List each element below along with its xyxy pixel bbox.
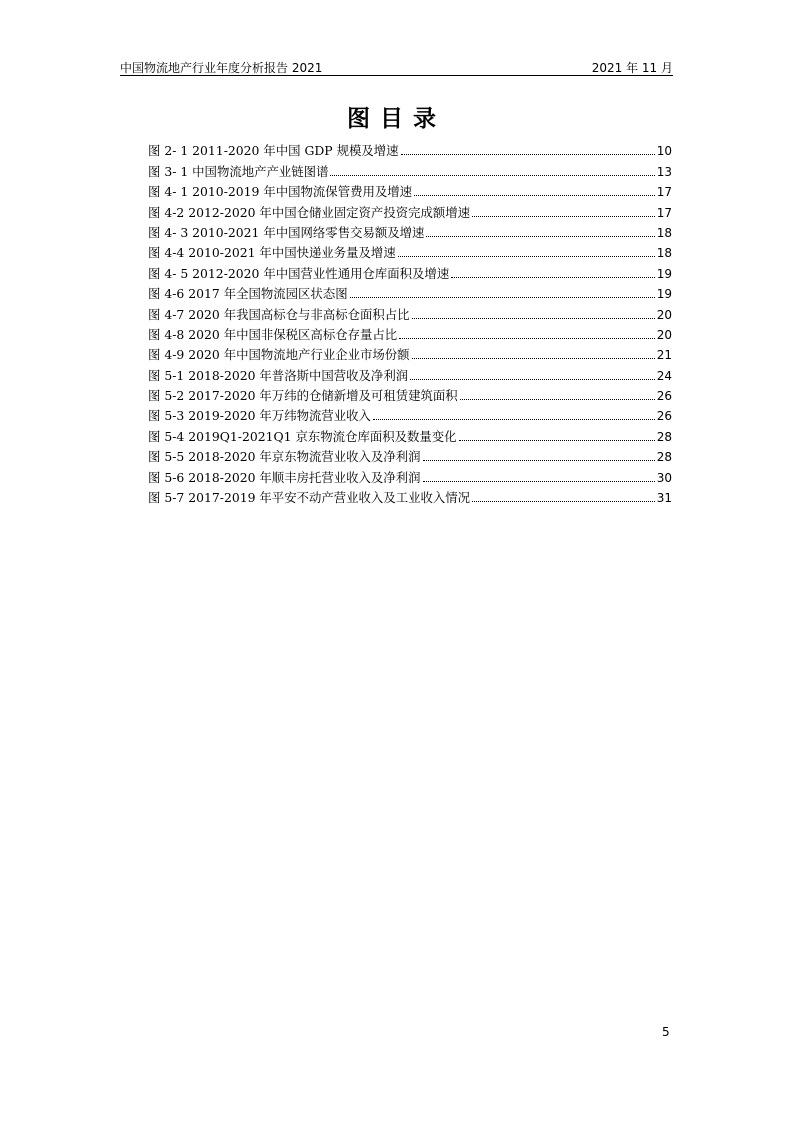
toc-entry-page: 17 [656,205,672,220]
toc-entry[interactable] [148,446,672,466]
toc-leader-dots [412,358,655,359]
toc-leader-dots [330,175,654,176]
toc-entry-page: 18 [656,246,672,261]
toc-entry-label: 图 5-6 2018-2020 年顺丰房托营业收入及净利润 [148,469,421,485]
toc-leader-dots [399,338,655,339]
toc-entry[interactable] [148,242,672,262]
toc-entry-label: 图 4- 5 2012-2020 年中国营业性通用仓库面积及增速 [148,265,450,281]
header-date: 2021 年 11 月 [591,61,673,75]
header-report-title: 中国物流地产行业年度分析报告 2021 [120,61,323,75]
toc-leader-dots [401,154,655,155]
toc-entry-page: 24 [656,368,672,383]
toc-entry[interactable] [148,344,672,364]
toc-leader-dots [412,318,655,319]
toc-leader-dots [460,399,655,400]
toc-entry-label: 图 4- 3 2010-2021 年中国网络零售交易额及增速 [148,224,425,240]
toc-entry-label: 图 5-4 2019Q1-2021Q1 京东物流仓库面积及数量变化 [148,428,457,444]
toc-entry[interactable] [148,324,672,344]
toc-entry-page: 20 [656,327,672,342]
toc-leader-dots [423,481,655,482]
toc-entry-page: 17 [656,185,672,200]
page-header [120,56,673,76]
page-number: 5 [662,1025,670,1039]
toc-leader-dots [398,256,655,257]
figure-list [148,140,672,507]
toc-leader-dots [472,501,655,502]
toc-entry[interactable] [148,201,672,221]
toc-entry-page: 26 [656,409,672,424]
toc-entry[interactable] [148,262,672,282]
toc-entry-label: 图 4-4 2010-2021 年中国快递业务量及增速 [148,245,396,261]
toc-entry-page: 10 [656,144,672,159]
toc-entry-page: 21 [656,348,672,363]
toc-leader-dots [426,236,654,237]
toc-entry-label: 图 5-3 2019-2020 年万纬物流营业收入 [148,408,371,424]
toc-entry-label: 图 4-2 2012-2020 年中国仓储业固定资产投资完成额增速 [148,204,471,220]
toc-entry-label: 图 4-6 2017 年全国物流园区状态图 [148,286,348,302]
toc-leader-dots [373,419,655,420]
toc-entry[interactable] [148,487,672,507]
toc-entry[interactable] [148,222,672,242]
toc-entry-page: 28 [656,450,672,465]
toc-entry-label: 图 4-9 2020 年中国物流地产行业企业市场份额 [148,347,410,363]
toc-entry-page: 18 [656,225,672,240]
toc-entry[interactable] [148,160,672,180]
toc-entry[interactable] [148,303,672,323]
toc-entry-label: 图 5-5 2018-2020 年京东物流营业收入及净利润 [148,449,421,465]
toc-leader-dots [423,460,655,461]
toc-leader-dots [451,277,655,278]
toc-entry-page: 19 [656,266,672,281]
toc-entry-label: 图 4-7 2020 年我国高标仓与非高标仓面积占比 [148,306,410,322]
toc-entry[interactable] [148,181,672,201]
toc-entry[interactable] [148,140,672,160]
toc-entry-label: 图 4-8 2020 年中国非保税区高标仓存量占比 [148,326,398,342]
toc-entry-page: 26 [656,389,672,404]
toc-entry-label: 图 5-7 2017-2019 年平安不动产营业收入及工业收入情况 [148,490,471,506]
page-title: 图目录 [347,106,446,132]
header-rule [120,75,673,76]
toc-entry-page: 13 [656,164,672,179]
toc-entry-label: 图 5-1 2018-2020 年普洛斯中国营收及净利润 [148,367,409,383]
toc-leader-dots [414,195,655,196]
toc-leader-dots [472,216,655,217]
toc-entry-page: 20 [656,307,672,322]
toc-entry[interactable] [148,385,672,405]
toc-entry[interactable] [148,283,672,303]
toc-entry[interactable] [148,466,672,486]
toc-leader-dots [459,440,655,441]
toc-leader-dots [410,379,655,380]
toc-entry[interactable] [148,405,672,425]
toc-entry-label: 图 4- 1 2010-2019 年中国物流保管费用及增速 [148,184,413,200]
toc-entry-page: 30 [656,470,672,485]
toc-entry-page: 31 [656,491,672,506]
toc-entry[interactable] [148,364,672,384]
toc-entry-label: 图 3- 1 中国物流地产产业链图谱 [148,163,329,179]
toc-entry-label: 图 5-2 2017-2020 年万纬的仓储新增及可租赁建筑面积 [148,388,458,404]
toc-entry-page: 28 [656,429,672,444]
toc-entry[interactable] [148,425,672,445]
toc-entry-label: 图 2- 1 2011-2020 年中国 GDP 规模及增速 [148,143,399,159]
toc-entry-page: 19 [656,287,672,302]
toc-leader-dots [350,297,655,298]
